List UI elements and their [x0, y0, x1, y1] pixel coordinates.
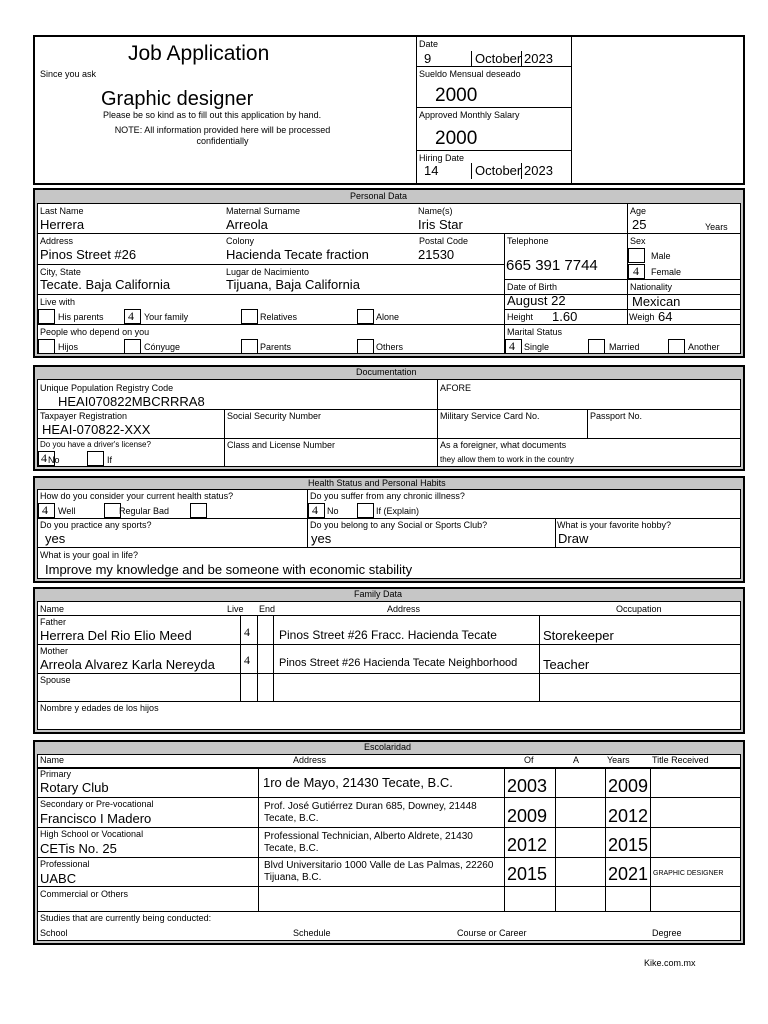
height-value[interactable]: 1.60: [552, 309, 578, 324]
divider: [273, 615, 274, 701]
male-label: Male: [651, 251, 671, 261]
pro-from[interactable]: 2015: [507, 864, 548, 884]
secondary-to[interactable]: 2012: [608, 806, 649, 826]
city-label: City, State: [40, 267, 81, 277]
pro-title[interactable]: GRAPHIC DESIGNER: [653, 870, 724, 877]
divider: [555, 767, 556, 911]
salary-approved-label: Approved Monthly Salary: [419, 110, 520, 120]
relatives-checkbox[interactable]: [241, 309, 258, 324]
relatives-label: Relatives: [260, 312, 298, 322]
divider: [37, 518, 741, 519]
footer-source: Kike.com.mx: [644, 958, 696, 968]
height-label: Height: [507, 312, 534, 322]
livewith-label: Live with: [40, 297, 76, 307]
chronic-no-mark: 4: [312, 503, 318, 517]
parents2-checkbox[interactable]: [241, 339, 258, 354]
divider: [37, 701, 741, 702]
secondary-label: Secondary or Pre-vocational: [40, 799, 154, 809]
divider: [437, 379, 438, 467]
alone-label: Alone: [376, 312, 400, 322]
high-label: High School or Vocational: [40, 829, 144, 839]
goal-value[interactable]: Improve my knowledge and be someone with economic stability: [45, 562, 413, 577]
hiring-year[interactable]: 2023: [524, 163, 553, 178]
weight-label: Weigh: [629, 312, 655, 322]
father-address[interactable]: Pinos Street #26 Fracc. Hacienda Tecate: [279, 628, 497, 642]
class-label: Class and License Number: [227, 440, 336, 450]
license-mark: 4: [41, 451, 47, 465]
pro-address[interactable]: Blvd Universitario 1000 Valle de Las Palmas, 22260 Tijuana, B.C.: [264, 860, 494, 883]
primary-from[interactable]: 2003: [507, 776, 548, 796]
primary-label: Primary: [40, 769, 71, 779]
mother-live-mark: 4: [244, 653, 250, 667]
foreigner-label: As a foreigner, what documents: [440, 440, 567, 450]
curp-label: Unique Population Registry Code: [40, 383, 174, 393]
divider: [504, 767, 505, 911]
edu-col-of: Of: [524, 755, 534, 765]
edu-col-years: Years: [607, 755, 630, 765]
edu-col-a: A: [573, 755, 580, 765]
single-label: Single: [524, 342, 550, 352]
weight-value[interactable]: 64: [658, 309, 673, 324]
city-value[interactable]: Tecate. Baja California: [40, 277, 171, 292]
hobby-value[interactable]: Draw: [558, 531, 589, 546]
divider: [416, 37, 417, 183]
section-title-family: Family Data: [354, 589, 403, 599]
divider: [437, 409, 741, 410]
divider: [555, 518, 556, 547]
mother-occupation[interactable]: Teacher: [543, 657, 590, 672]
license-label: Do you have a driver's license?: [40, 440, 151, 449]
tax-label: Taxpayer Registration: [40, 411, 128, 421]
phone-value[interactable]: 665 391 7744: [506, 257, 598, 274]
divider: [587, 409, 588, 438]
address-value[interactable]: Pinos Street #26: [40, 247, 137, 262]
passport-label: Passport No.: [590, 411, 643, 421]
pro-to[interactable]: 2021: [608, 864, 649, 884]
father-label: Father: [40, 617, 67, 627]
ssn-label: Social Security Number: [227, 411, 322, 421]
divider: [504, 309, 741, 310]
bad-checkbox[interactable]: [190, 503, 207, 518]
salary-desired-value[interactable]: 2000: [435, 85, 478, 106]
last-name-value[interactable]: Herrera: [40, 217, 85, 232]
divider: [539, 615, 540, 701]
sports-label: Do you practice any sports?: [40, 520, 152, 530]
date-label: Date: [419, 39, 439, 49]
hiring-day[interactable]: 14: [424, 163, 439, 178]
mother-label: Mother: [40, 646, 69, 656]
female-mark: 4: [633, 264, 639, 278]
section-title-education: Escolaridad: [364, 742, 412, 752]
divider: [224, 409, 225, 467]
foreigner-label-2: they allow them to work in the country: [440, 455, 574, 464]
divider: [37, 615, 741, 616]
years-label: Years: [705, 222, 728, 232]
age-label: Age: [630, 206, 647, 216]
parents-label: His parents: [58, 312, 104, 322]
divider: [627, 279, 628, 324]
divider: [37, 886, 741, 887]
afore-label: AFORE: [440, 383, 472, 393]
goal-label: What is your goal in life?: [40, 550, 139, 560]
last-name-label: Last Name: [40, 206, 84, 216]
current-studies-label: Studies that are currently being conducted:: [40, 913, 212, 923]
commercial-label: Commercial or Others: [40, 889, 129, 899]
license-if-checkbox[interactable]: [87, 451, 104, 466]
edu-col-schedule: Schedule: [293, 928, 331, 938]
section-title-documentation: Documentation: [356, 367, 417, 377]
divider: [37, 264, 504, 265]
kind-note: Please be so kind as to fill out this application by hand.: [103, 110, 322, 120]
date-year[interactable]: 2023: [524, 51, 553, 66]
maternal-label: Maternal Surname: [226, 206, 301, 216]
divider: [37, 911, 741, 912]
divider: [471, 163, 472, 179]
chronic-if-checkbox[interactable]: [357, 503, 374, 518]
date-day[interactable]: 9: [424, 51, 432, 66]
page-title: Job Application: [128, 42, 270, 65]
divider: [417, 150, 571, 151]
hiring-label: Hiring Date: [419, 153, 465, 163]
divider: [417, 66, 571, 67]
edu-col-name: Name: [40, 755, 65, 765]
primary-to[interactable]: 2009: [608, 776, 649, 796]
hijos-label: Hijos: [58, 342, 79, 352]
birthplace-value[interactable]: Tijuana, Baja California: [226, 277, 360, 292]
children-label: Nombre y edades de los hijos: [40, 703, 159, 713]
divider: [37, 857, 741, 858]
divider: [240, 615, 241, 701]
dob-label: Date of Birth: [507, 282, 558, 292]
divider: [37, 409, 437, 410]
family-mark: 4: [128, 309, 134, 323]
female-label: Female: [651, 267, 682, 277]
divider: [37, 827, 741, 828]
high-from[interactable]: 2012: [507, 835, 548, 855]
family-col-address: Address: [387, 604, 421, 614]
names-label: Name(s): [418, 206, 453, 216]
another-label: Another: [688, 342, 720, 352]
salary-approved-value[interactable]: 2000: [435, 128, 478, 149]
divider: [504, 233, 505, 354]
others-label: Others: [376, 342, 404, 352]
section-title-personal: Personal Data: [350, 191, 408, 201]
family-col-live: Live: [227, 604, 244, 614]
chronic-if-label: If (Explain): [376, 506, 420, 516]
divider: [571, 37, 572, 183]
father-occupation[interactable]: Storekeeper: [543, 628, 614, 643]
secondary-address[interactable]: Prof. José Gutiérrez Duran 685, Downey, 21448 Tecate, B.C.: [264, 801, 477, 824]
phone-label: Telephone: [507, 236, 549, 246]
primary-name[interactable]: Rotary Club: [40, 780, 109, 795]
divider: [605, 767, 606, 911]
colony-value[interactable]: Hacienda Tecate fraction: [226, 247, 369, 262]
married-label: Married: [609, 342, 640, 352]
divider: [37, 324, 741, 325]
marital-label: Marital Status: [507, 327, 563, 337]
colony-label: Colony: [226, 236, 255, 246]
pro-label: Professional: [40, 859, 90, 869]
maternal-value[interactable]: Arreola: [226, 217, 268, 232]
primary-address[interactable]: 1ro de Mayo, 21430 Tecate, B.C.: [263, 775, 453, 790]
salary-desired-label: Sueldo Mensual deseado: [419, 69, 521, 79]
divider: [627, 203, 628, 233]
dob-value[interactable]: August 22: [507, 293, 566, 308]
divider: [417, 107, 571, 108]
divider: [307, 489, 308, 547]
hiring-month[interactable]: October: [475, 163, 522, 178]
club-label: Do you belong to any Social or Sports Club?: [310, 520, 488, 530]
postal-label: Postal Code: [419, 236, 469, 246]
section-title-health: Health Status and Personal Habits: [308, 478, 446, 488]
divider: [37, 233, 741, 234]
divider: [471, 51, 472, 66]
chronic-no-label: No: [327, 506, 339, 516]
family-col-name: Name: [40, 604, 65, 614]
conyuge-checkbox[interactable]: [124, 339, 141, 354]
age-value[interactable]: 25: [632, 217, 647, 232]
divider: [37, 673, 741, 674]
single-mark: 4: [509, 339, 515, 353]
chronic-label: Do you suffer from any chronic illness?: [310, 491, 465, 501]
date-month[interactable]: October: [475, 51, 522, 66]
bad-label: Bad: [153, 506, 170, 516]
sports-value[interactable]: yes: [45, 531, 66, 546]
well-label: Well: [58, 506, 76, 516]
mother-address[interactable]: Pinos Street #26 Hacienda Tecate Neighborhood: [279, 657, 518, 669]
divider: [257, 615, 258, 701]
names-value[interactable]: Iris Star: [418, 217, 463, 232]
health-status-label: How do you consider your current health status?: [40, 491, 234, 501]
father-live-mark: 4: [244, 625, 250, 639]
divider: [504, 279, 741, 280]
tax-value[interactable]: HEAI-070822-XXX: [42, 422, 151, 437]
parents-checkbox[interactable]: [38, 309, 55, 324]
license-no-label: No: [48, 455, 60, 465]
edu-col-degree: Degree: [652, 928, 682, 938]
hobby-label: What is your favorite hobby?: [557, 520, 672, 530]
divider: [37, 644, 741, 645]
high-address[interactable]: Professional Technician, Alberto Aldrete, 21430 Tecate, B.C.: [264, 831, 473, 854]
military-label: Military Service Card No.: [440, 411, 540, 421]
address-label: Address: [40, 236, 74, 246]
conyuge-label: Cónyuge: [144, 342, 181, 352]
parents2-label: Parents: [260, 342, 292, 352]
license-if-label: If: [107, 455, 113, 465]
postal-value[interactable]: 21530: [418, 247, 455, 262]
nationality-label: Nationality: [630, 282, 673, 292]
edu-col-course: Course or Career: [457, 928, 527, 938]
father-name[interactable]: Herrera Del Rio Elio Meed: [40, 628, 192, 643]
family-col-end: End: [259, 604, 276, 614]
edu-col-address: Address: [293, 755, 327, 765]
edu-col-school: School: [40, 928, 68, 938]
sex-label: Sex: [630, 236, 646, 246]
pro-name[interactable]: UABC: [40, 871, 77, 886]
divider: [258, 767, 259, 911]
secondary-name[interactable]: Francisco I Madero: [40, 811, 152, 826]
high-name[interactable]: CETis No. 25: [40, 841, 117, 856]
family-col-occupation: Occupation: [616, 604, 662, 614]
family-label: Your family: [144, 312, 189, 322]
divider: [37, 797, 741, 798]
married-checkbox[interactable]: [588, 339, 605, 354]
edu-col-title: Title Received: [652, 755, 709, 765]
spouse-label: Spouse: [40, 675, 71, 685]
club-value[interactable]: yes: [311, 531, 332, 546]
divider: [37, 767, 741, 769]
alone-checkbox[interactable]: [357, 309, 374, 324]
confidential-note: NOTE: All information provided here will be processed confidentially: [114, 125, 331, 146]
divider: [650, 767, 651, 911]
birthplace-label: Lugar de Nacimiento: [226, 267, 310, 277]
nationality-value[interactable]: Mexican: [632, 294, 681, 309]
mother-name[interactable]: Arreola Alvarez Karla Nereyda: [40, 657, 215, 672]
since-label: Since you ask: [40, 69, 97, 79]
another-checkbox[interactable]: [668, 339, 685, 354]
curp-value[interactable]: HEAI070822MBCRRRA8: [58, 394, 205, 409]
well-mark: 4: [42, 503, 48, 517]
position-value[interactable]: Graphic designer: [101, 88, 254, 110]
depend-label: People who depend on you: [40, 327, 150, 337]
divider: [37, 547, 741, 548]
male-checkbox[interactable]: [628, 248, 645, 263]
secondary-from[interactable]: 2009: [507, 806, 548, 826]
hijos-checkbox[interactable]: [38, 339, 55, 354]
others-checkbox[interactable]: [357, 339, 374, 354]
regular-label: Regular: [119, 506, 151, 516]
high-to[interactable]: 2015: [608, 835, 649, 855]
